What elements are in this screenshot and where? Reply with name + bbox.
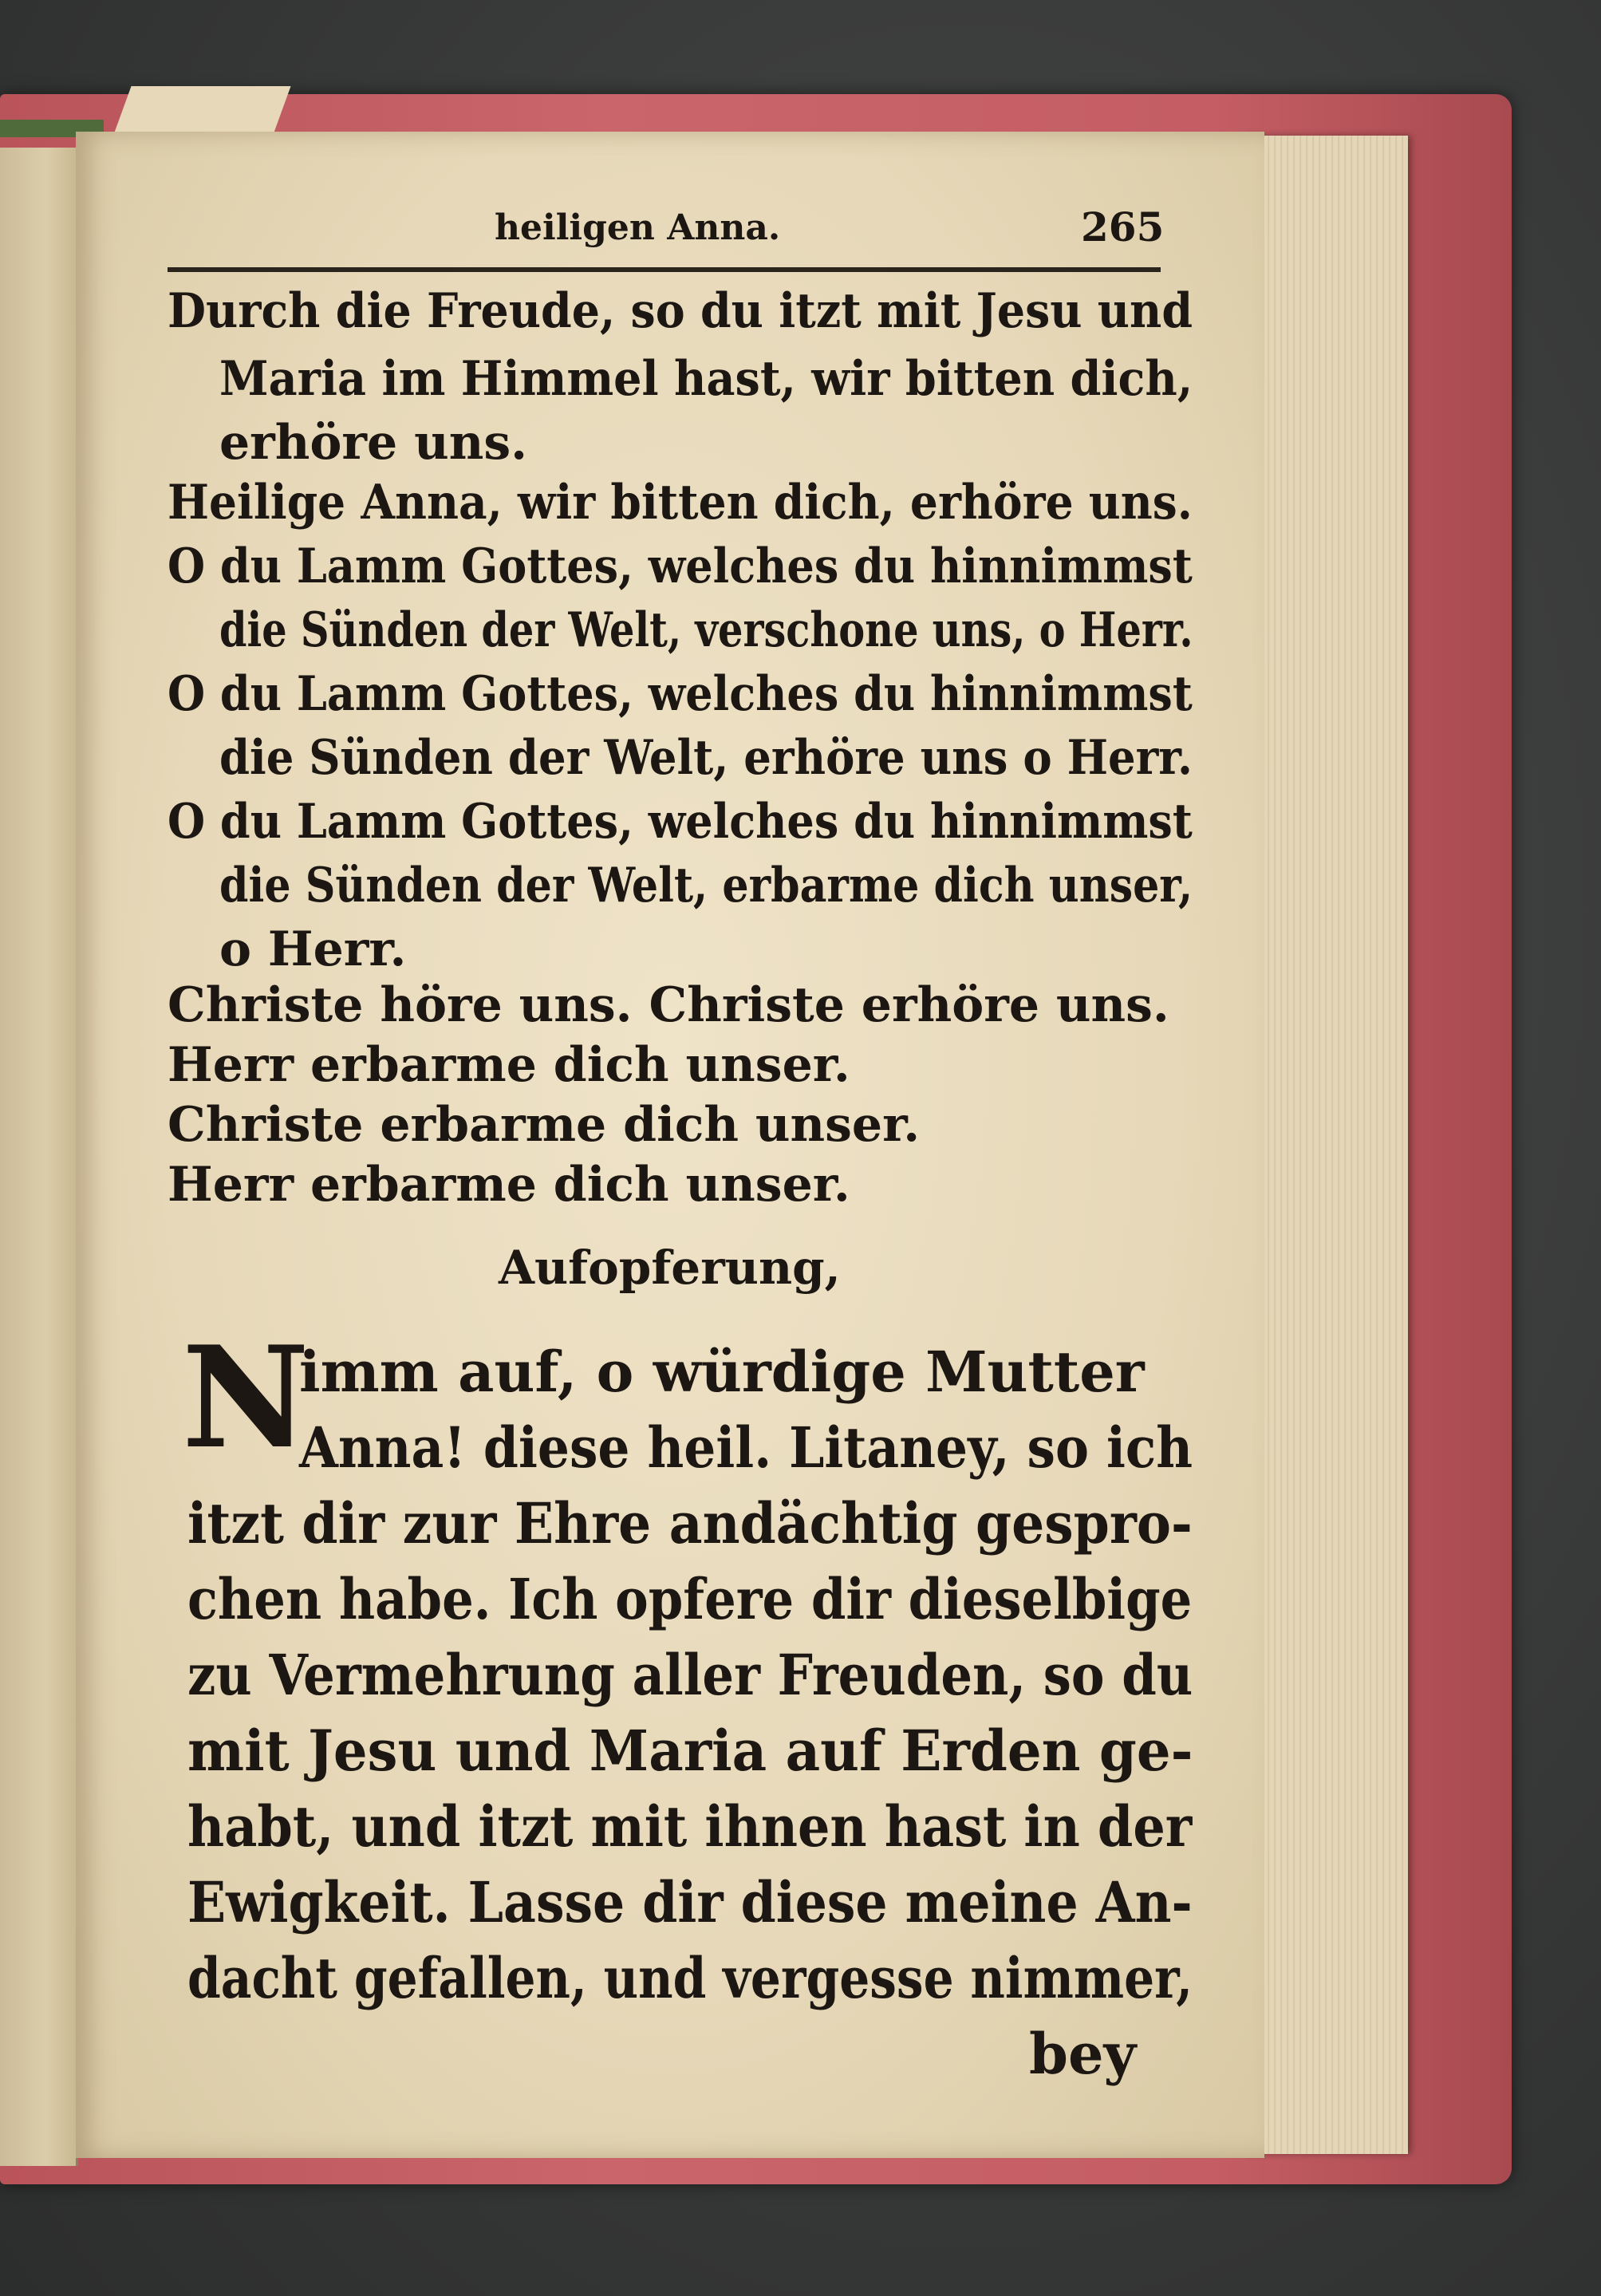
- prayer-line: zu Vermehrung aller Freuden, so du: [187, 1642, 1193, 1708]
- litany-line: Christe höre uns. Christe erhöre uns.: [168, 977, 1169, 1033]
- header-rule: [168, 267, 1161, 272]
- litany-line: O du Lamm Gottes, welches du hinnimmst: [168, 538, 1193, 594]
- litany-line: Durch die Freude, so du itzt mit Jesu und: [168, 283, 1193, 339]
- litany-line: o Herr.: [219, 921, 407, 977]
- prayer-line: mit Jesu und Maria auf Erden ge-: [187, 1718, 1193, 1784]
- prayer-line: chen habe. Ich opfere dir dieselbige: [187, 1566, 1193, 1632]
- litany-line: O du Lamm Gottes, welches du hinnimmst: [168, 666, 1193, 722]
- page-number: 265: [1081, 203, 1165, 251]
- litany-line: erhöre uns.: [219, 415, 528, 471]
- litany-line: Christe erbarme dich unser.: [168, 1097, 921, 1153]
- litany-line: Herr erbarme dich unser.: [168, 1037, 850, 1093]
- litany-line: Maria im Himmel hast, wir bitten dich,: [219, 351, 1193, 407]
- section-heading: Aufopferung,: [499, 1241, 841, 1295]
- prayer-line: habt, und itzt mit ihnen hast in der: [187, 1793, 1193, 1860]
- running-header: heiligen Anna.: [495, 207, 781, 248]
- litany-line: die Sünden der Welt, erbarme dich unser,: [219, 858, 1193, 913]
- prayer-line: imm auf, o würdige Mutter: [299, 1339, 1145, 1405]
- prayer-line: dacht gefallen, und vergesse nimmer,: [187, 1945, 1193, 2011]
- page-block-edges: [1244, 136, 1408, 2154]
- catchword: bey: [1029, 2021, 1137, 2087]
- prayer-line: Anna! diese heil. Litaney, so ich: [299, 1414, 1193, 1481]
- litany-line: O du Lamm Gottes, welches du hinnimmst: [168, 794, 1193, 850]
- litany-line: Heilige Anna, wir bitten dich, erhöre uns.: [168, 475, 1193, 531]
- drop-cap: N: [182, 1316, 310, 1480]
- prayer-line: itzt dir zur Ehre andächtig gespro-: [187, 1490, 1193, 1556]
- litany-line: die Sünden der Welt, verschone uns, o Herr.: [219, 602, 1193, 658]
- prayer-line: Ewigkeit. Lasse dir diese meine An-: [187, 1869, 1193, 1935]
- litany-line: Herr erbarme dich unser.: [168, 1157, 850, 1213]
- litany-line: die Sünden der Welt, erhöre uns o Herr.: [219, 730, 1193, 786]
- left-page-edge: [0, 148, 78, 2166]
